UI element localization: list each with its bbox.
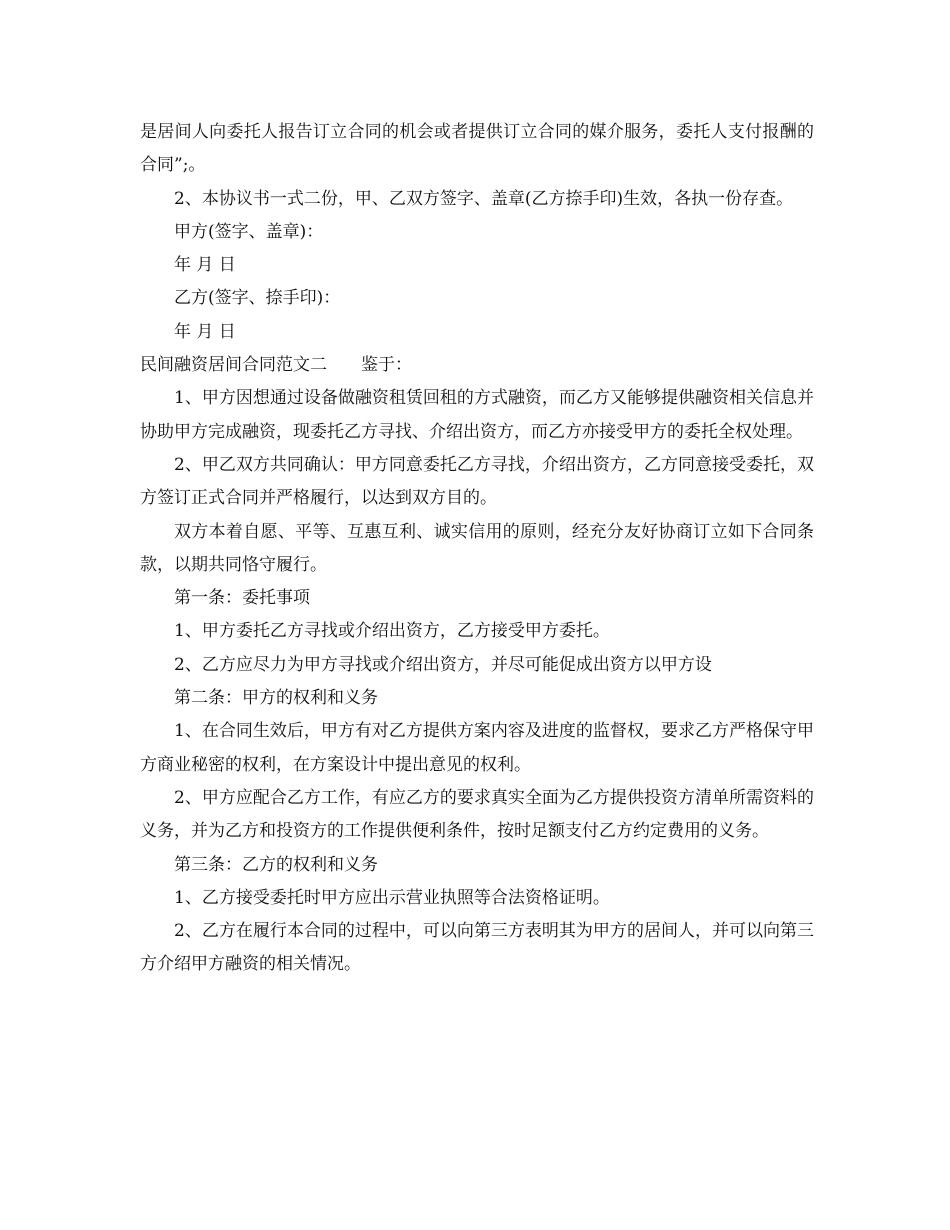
- paragraph-definition-end: 是居间人向委托人报告订立合同的机会或者提供订立合同的媒介服务，委托人支付报酬的合同”;。: [140, 122, 814, 176]
- section-title-contract-two: 民间融资居间合同范文二 鉴于：: [140, 355, 412, 376]
- party-a-signature-line: 甲方(签字、盖章)：: [174, 221, 324, 242]
- paragraph-whereas-1: 1、甲方因想通过设备做融资租赁回租的方式融资，而乙方又能够提供融资相关信息并协助甲方完成融资，现委托乙方寻找、介绍出资方，而乙方亦接受甲方的委托全权处理。: [140, 388, 814, 442]
- paragraph-principles: 双方本着自愿、平等、互惠互利、诚实信用的原则，经充分友好协商订立如下合同条款，以期共同恪守履行。: [140, 521, 814, 575]
- article-1-item-2: 2、乙方应尽力为甲方寻找或介绍出资方，并尽可能促成出资方以甲方设: [174, 654, 712, 675]
- party-b-date-line: 年 月 日: [174, 321, 236, 342]
- article-3-item-2: 2、乙方在履行本合同的过程中，可以向第三方表明其为甲方的居间人，并可以向第三方介绍甲方融资的相关情况。: [140, 921, 814, 975]
- paragraph-copies-clause: 2、本协议书一式二份，甲、乙双方签字、盖章(乙方捺手印)生效，各执一份存查。: [174, 188, 794, 209]
- article-3-heading: 第三条：乙方的权利和义务: [174, 854, 378, 875]
- document-page: [140, 116, 814, 982]
- article-2-item-2: 2、甲方应配合乙方工作，有应乙方的要求真实全面为乙方提供投资方清单所需资料的义务，并为乙方和投资方的工作提供便利条件，按时足额支付乙方约定费用的义务。: [140, 787, 814, 842]
- party-b-signature-line: 乙方(签字、捺手印)：: [174, 288, 341, 309]
- article-2-item-1: 1、在合同生效后，甲方有对乙方提供方案内容及进度的监督权，要求乙方严格保守甲方商业秘密的权利，在方案设计中提出意见的权利。: [140, 721, 814, 775]
- paragraph-whereas-2: 2、甲乙双方共同确认：甲方同意委托乙方寻找，介绍出资方，乙方同意接受委托，双方签订正式合同并严格履行，以达到双方目的。: [140, 454, 814, 509]
- article-1-heading: 第一条：委托事项: [174, 588, 310, 609]
- article-1-item-1: 1、甲方委托乙方寻找或介绍出资方，乙方接受甲方委托。: [174, 621, 610, 642]
- article-3-item-1: 1、乙方接受委托时甲方应出示营业执照等合法资格证明。: [174, 887, 610, 908]
- party-a-date-line: 年 月 日: [174, 255, 236, 276]
- article-2-heading: 第二条：甲方的权利和义务: [174, 688, 378, 709]
